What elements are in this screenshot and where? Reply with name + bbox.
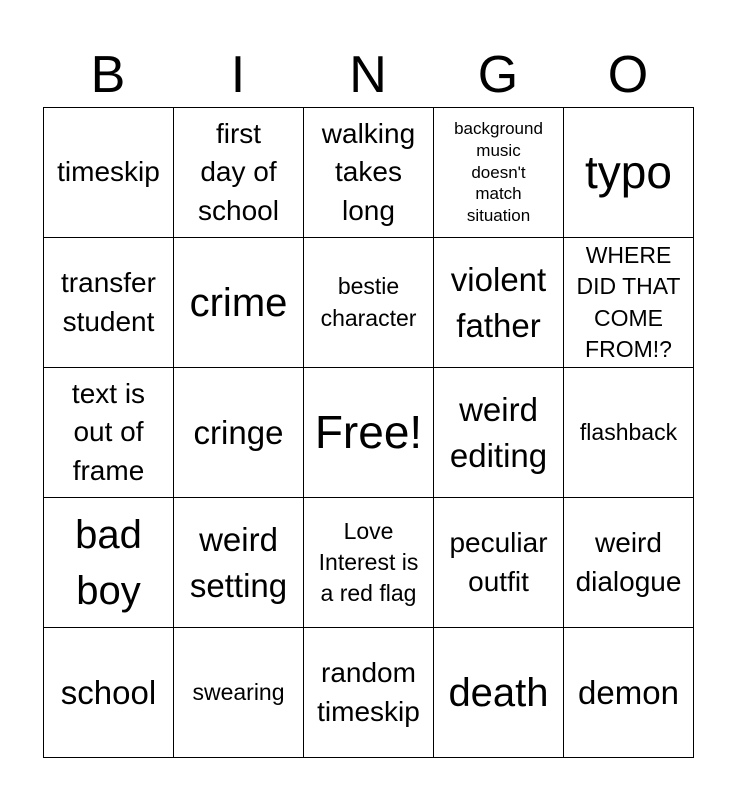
- free-space-cell[interactable]: Free!: [304, 368, 434, 498]
- header-letter-o: O: [607, 46, 649, 104]
- bingo-cell-r5-c1[interactable]: school: [44, 628, 174, 758]
- bingo-cell-r5-c4[interactable]: death: [434, 628, 564, 758]
- bingo-cell-r1-c2[interactable]: first day of school: [174, 108, 304, 238]
- bingo-cell-r3-c2[interactable]: cringe: [174, 368, 304, 498]
- bingo-cell-r2-c2[interactable]: crime: [174, 238, 304, 368]
- bingo-cell-r1-c3[interactable]: walking takes long: [304, 108, 434, 238]
- bingo-cell-r2-c5[interactable]: WHERE DID THAT COME FROM!?: [564, 238, 694, 368]
- header-letter-b: B: [90, 46, 126, 104]
- header-letter-n: N: [349, 46, 387, 104]
- bingo-cell-r3-c4[interactable]: weird editing: [434, 368, 564, 498]
- bingo-cell-r4-c3[interactable]: Love Interest is a red flag: [304, 498, 434, 628]
- bingo-cell-r3-c1[interactable]: text is out of frame: [44, 368, 174, 498]
- bingo-board: [43, 107, 694, 758]
- bingo-cell-r5-c2[interactable]: swearing: [174, 628, 304, 758]
- bingo-cell-r4-c1[interactable]: bad boy: [44, 498, 174, 628]
- bingo-cell-r1-c1[interactable]: timeskip: [44, 108, 174, 238]
- header-letter-g: G: [477, 46, 519, 104]
- bingo-cell-r2-c4[interactable]: violent father: [434, 238, 564, 368]
- bingo-cell-r4-c4[interactable]: peculiar outfit: [434, 498, 564, 628]
- bingo-cell-r5-c5[interactable]: demon: [564, 628, 694, 758]
- bingo-header: [43, 42, 693, 108]
- bingo-cell-r2-c1[interactable]: transfer student: [44, 238, 174, 368]
- header-letter-i: I: [230, 46, 246, 104]
- bingo-cell-r4-c2[interactable]: weird setting: [174, 498, 304, 628]
- bingo-cell-r4-c5[interactable]: weird dialogue: [564, 498, 694, 628]
- bingo-cell-r2-c3[interactable]: bestie character: [304, 238, 434, 368]
- bingo-cell-r3-c5[interactable]: flashback: [564, 368, 694, 498]
- bingo-cell-r5-c3[interactable]: random timeskip: [304, 628, 434, 758]
- bingo-cell-r1-c4[interactable]: background music doesn't match situation: [434, 108, 564, 238]
- bingo-cell-r1-c5[interactable]: typo: [564, 108, 694, 238]
